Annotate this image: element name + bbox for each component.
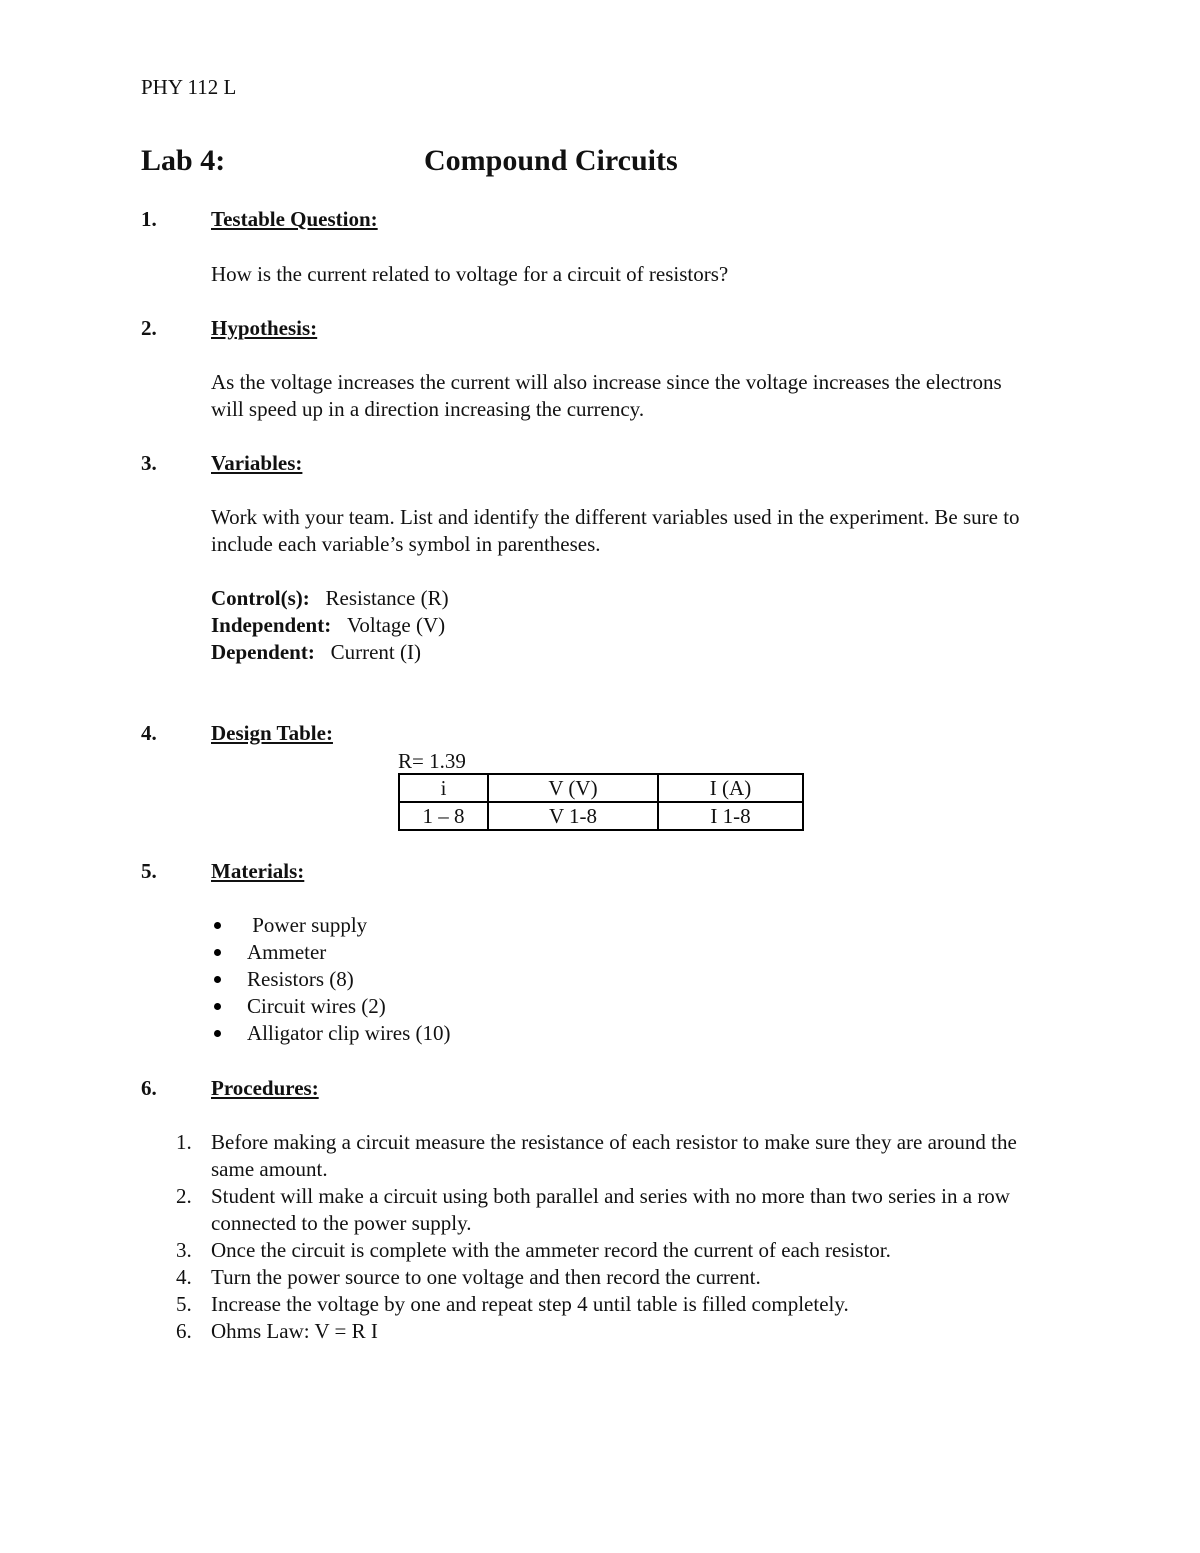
section-5-heading: Materials: xyxy=(211,859,305,883)
independent-label: Independent: xyxy=(211,613,332,637)
section-2-number: 2. xyxy=(141,316,157,340)
independent-value: Voltage (V) xyxy=(346,613,446,637)
section-2-heading: Hypothesis: xyxy=(211,316,318,340)
course-code: PHY 112 L xyxy=(141,75,237,99)
dependent-variable xyxy=(211,639,421,666)
bullet-icon xyxy=(214,1003,221,1010)
list-item-text: Alligator clip wires (10) xyxy=(247,1021,451,1045)
step-text: Once the circuit is complete with the ammeter record the current of each resistor. xyxy=(211,1238,891,1262)
step-number: 4. xyxy=(176,1265,192,1289)
procedure-step xyxy=(176,1129,1056,1183)
control-value: Resistance (R) xyxy=(325,586,449,610)
section-1-heading: Testable Question: xyxy=(211,207,378,231)
table-header-row xyxy=(399,774,803,802)
step-text: Ohms Law: V = R I xyxy=(211,1319,378,1343)
bullet-icon xyxy=(214,1030,221,1037)
section-4-heading: Design Table: xyxy=(211,721,333,745)
procedure-step xyxy=(176,1318,1056,1345)
lab-number: Lab 4: xyxy=(141,144,226,177)
list-item-text: Circuit wires (2) xyxy=(247,994,386,1018)
page-title: Compound Circuits xyxy=(424,144,678,177)
table-header-cell: I (A) xyxy=(658,774,803,802)
table-cell: 1 – 8 xyxy=(399,802,488,830)
bullet-icon xyxy=(214,922,221,929)
list-item xyxy=(211,966,451,993)
section-6-number: 6. xyxy=(141,1076,157,1100)
control-label: Control(s): xyxy=(211,586,310,610)
bullet-icon xyxy=(214,976,221,983)
step-number: 3. xyxy=(176,1238,192,1262)
list-item xyxy=(211,1020,451,1047)
section-1-body: How is the current related to voltage for a circuit of resistors? xyxy=(211,262,729,286)
design-table xyxy=(398,773,804,831)
step-number: 2. xyxy=(176,1184,192,1208)
step-text: Before making a circuit measure the resistance of each resistor to make sure they are around the same amount. xyxy=(211,1130,1017,1181)
step-number: 6. xyxy=(176,1319,192,1343)
section-5-number: 5. xyxy=(141,859,157,883)
table-cell: I 1-8 xyxy=(658,802,803,830)
step-number: 1. xyxy=(176,1130,192,1154)
procedures-list xyxy=(176,1129,1056,1345)
materials-list xyxy=(211,912,451,1047)
step-number: 5. xyxy=(176,1292,192,1316)
table-cell: V 1-8 xyxy=(488,802,658,830)
procedure-step xyxy=(176,1264,1056,1291)
list-item-text: Resistors (8) xyxy=(247,967,354,991)
step-text: Student will make a circuit using both parallel and series with no more than two series in a row connected to the power supply. xyxy=(211,1184,1010,1235)
list-item-text: Power supply xyxy=(247,913,368,937)
procedure-step xyxy=(176,1183,1056,1237)
control-variable xyxy=(211,585,449,612)
list-item xyxy=(211,912,451,939)
section-6-heading: Procedures: xyxy=(211,1076,319,1100)
table-row xyxy=(399,802,803,830)
section-1-number: 1. xyxy=(141,207,157,231)
resistance-label: R= 1.39 xyxy=(398,749,466,773)
dependent-value: Current (I) xyxy=(330,640,421,664)
section-4-number: 4. xyxy=(141,721,157,745)
table-header-cell: i xyxy=(399,774,488,802)
section-2-body: As the voltage increases the current will also increase since the voltage increases the electrons will speed up in a direction increasing the currency. xyxy=(211,370,1002,421)
dependent-label: Dependent: xyxy=(211,640,315,664)
procedure-step xyxy=(176,1237,1056,1264)
section-3-heading: Variables: xyxy=(211,451,303,475)
section-3-number: 3. xyxy=(141,451,157,475)
section-3-body: Work with your team. List and identify the different variables used in the experiment. Be sure to include each variable’s symbol in parentheses. xyxy=(211,505,1020,556)
list-item-text: Ammeter xyxy=(247,940,327,964)
procedure-step xyxy=(176,1291,1056,1318)
list-item xyxy=(211,993,451,1020)
list-item xyxy=(211,939,451,966)
table-header-cell: V (V) xyxy=(488,774,658,802)
step-text: Increase the voltage by one and repeat step 4 until table is filled completely. xyxy=(211,1292,849,1316)
bullet-icon xyxy=(214,949,221,956)
step-text: Turn the power source to one voltage and then record the current. xyxy=(211,1265,761,1289)
independent-variable xyxy=(211,612,445,639)
